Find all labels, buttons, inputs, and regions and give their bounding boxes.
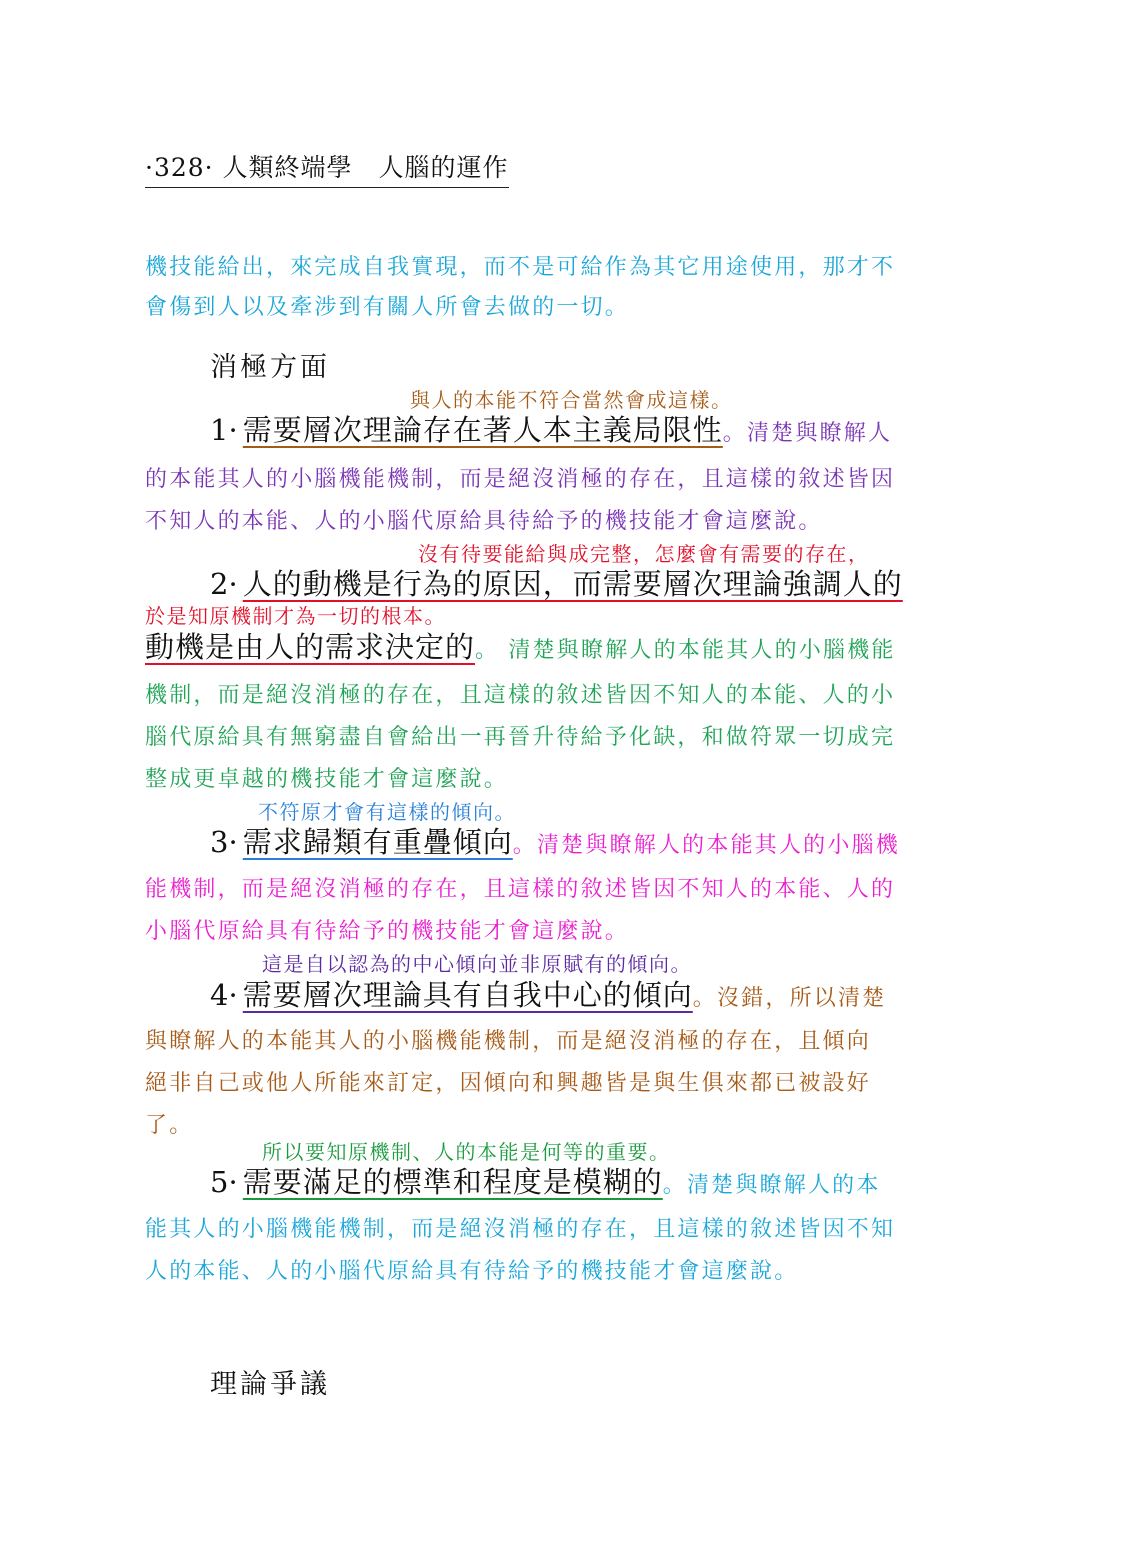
item-3-thesis: 需求歸類有重疊傾向 [242,825,513,859]
item-2-heading-line-2 [145,625,896,666]
item-1-line-1: 的本能其人的小腦機能機制，而是絕沒消極的存在，且這樣的敘述皆因 [145,467,896,492]
item-3-tail: 。清楚與瞭解人的本能其人的小腦機 [512,833,900,858]
item-3-line-1: 能機制，而是絕沒消極的存在，且這樣的敘述皆因不知人的本能、人的 [145,877,896,902]
item-5-line-1: 能其人的小腦機能機制，而是絕沒消極的存在，且這樣的敘述皆因不知 [145,1217,896,1242]
item-1-line-2: 不知人的本能、人的小腦代原給具待給予的機技能才會這麼說。 [145,509,823,534]
item-2-line-1: 機制，而是絕沒消極的存在，且這樣的敘述皆因不知人的本能、人的小 [145,683,896,708]
item-5-note: 所以要知原機制、人的本能是何等的重要。 [262,1140,671,1164]
item-2-number: 2· [210,567,238,601]
item-1-note: 與人的本能不符合當然會成這樣。 [410,388,733,412]
section-heading-negative: 消極方面 [210,352,330,383]
item-2-heading-line [210,562,903,603]
item-4-tail: 。沒錯，所以清楚 [692,986,887,1011]
item-2-note: 沒有待要能給與成完整，怎麼會有需要的存在， [418,542,870,566]
item-4-line-3: 了。 [145,1113,194,1138]
item-3-number: 3· [210,825,238,859]
item-2-thesis-2: 動機是由人的需求決定的 [145,630,476,664]
item-2-line-3: 整成更卓越的機技能才會這麼說。 [145,767,509,792]
item-5-number: 5· [210,1165,238,1199]
item-4-line-2: 絕非自己或他人所能來訂定，因傾向和興趣皆是與生俱來都已被設好 [145,1071,872,1096]
item-2-line-2: 腦代原給具有無窮盡自會給出一再晉升待給予化缺，和做符眾一切成完 [145,725,896,750]
item-3-note: 不符原才會有這樣的傾向。 [258,800,516,824]
item-1-number: 1· [210,413,238,447]
item-5-line-2: 人的本能、人的小腦代原給具有待給予的機技能才會這麼說。 [145,1259,799,1284]
item-4-note: 這是自以認為的中心傾向並非原賦有的傾向。 [262,952,692,976]
item-3-line-2: 小腦代原給具有待給予的機技能才會這麼說。 [145,919,630,944]
intro-line-1: 機技能給出，來完成自我實現，而不是可給作為其它用途使用，那才不 [145,255,896,280]
item-4-number: 4· [210,978,238,1012]
item-4-heading-line [210,973,886,1014]
page-header: ·328· 人類終端學 人腦的運作 [145,148,509,188]
item-2-note-2: 於是知原機制才為一切的根本。 [145,604,446,628]
item-4-thesis: 需要層次理論具有自我中心的傾向 [242,978,693,1012]
item-3-heading-line [210,820,900,861]
item-1-thesis: 需要層次理論存在著人本主義局限性 [242,413,723,447]
item-5-tail: 。清楚與瞭解人的本 [662,1173,881,1198]
item-1-heading-line [210,408,892,449]
item-5-heading-line [210,1160,881,1201]
item-2-thesis: 人的動機是行為的原因，而需要層次理論強調人的 [242,567,903,601]
item-5-thesis: 需要滿足的標準和程度是模糊的 [242,1165,663,1199]
item-1-tail: 。清楚與瞭解人 [722,421,893,446]
intro-line-2: 會傷到人以及牽涉到有關人所會去做的一切。 [145,295,630,320]
section-heading-dispute: 理論爭議 [210,1369,330,1400]
item-4-line-1: 與瞭解人的本能其人的小腦機能機制，而是絕沒消極的存在，且傾向 [145,1029,872,1054]
item-2-tail: 。 清楚與瞭解人的本能其人的小腦機能 [475,638,896,663]
